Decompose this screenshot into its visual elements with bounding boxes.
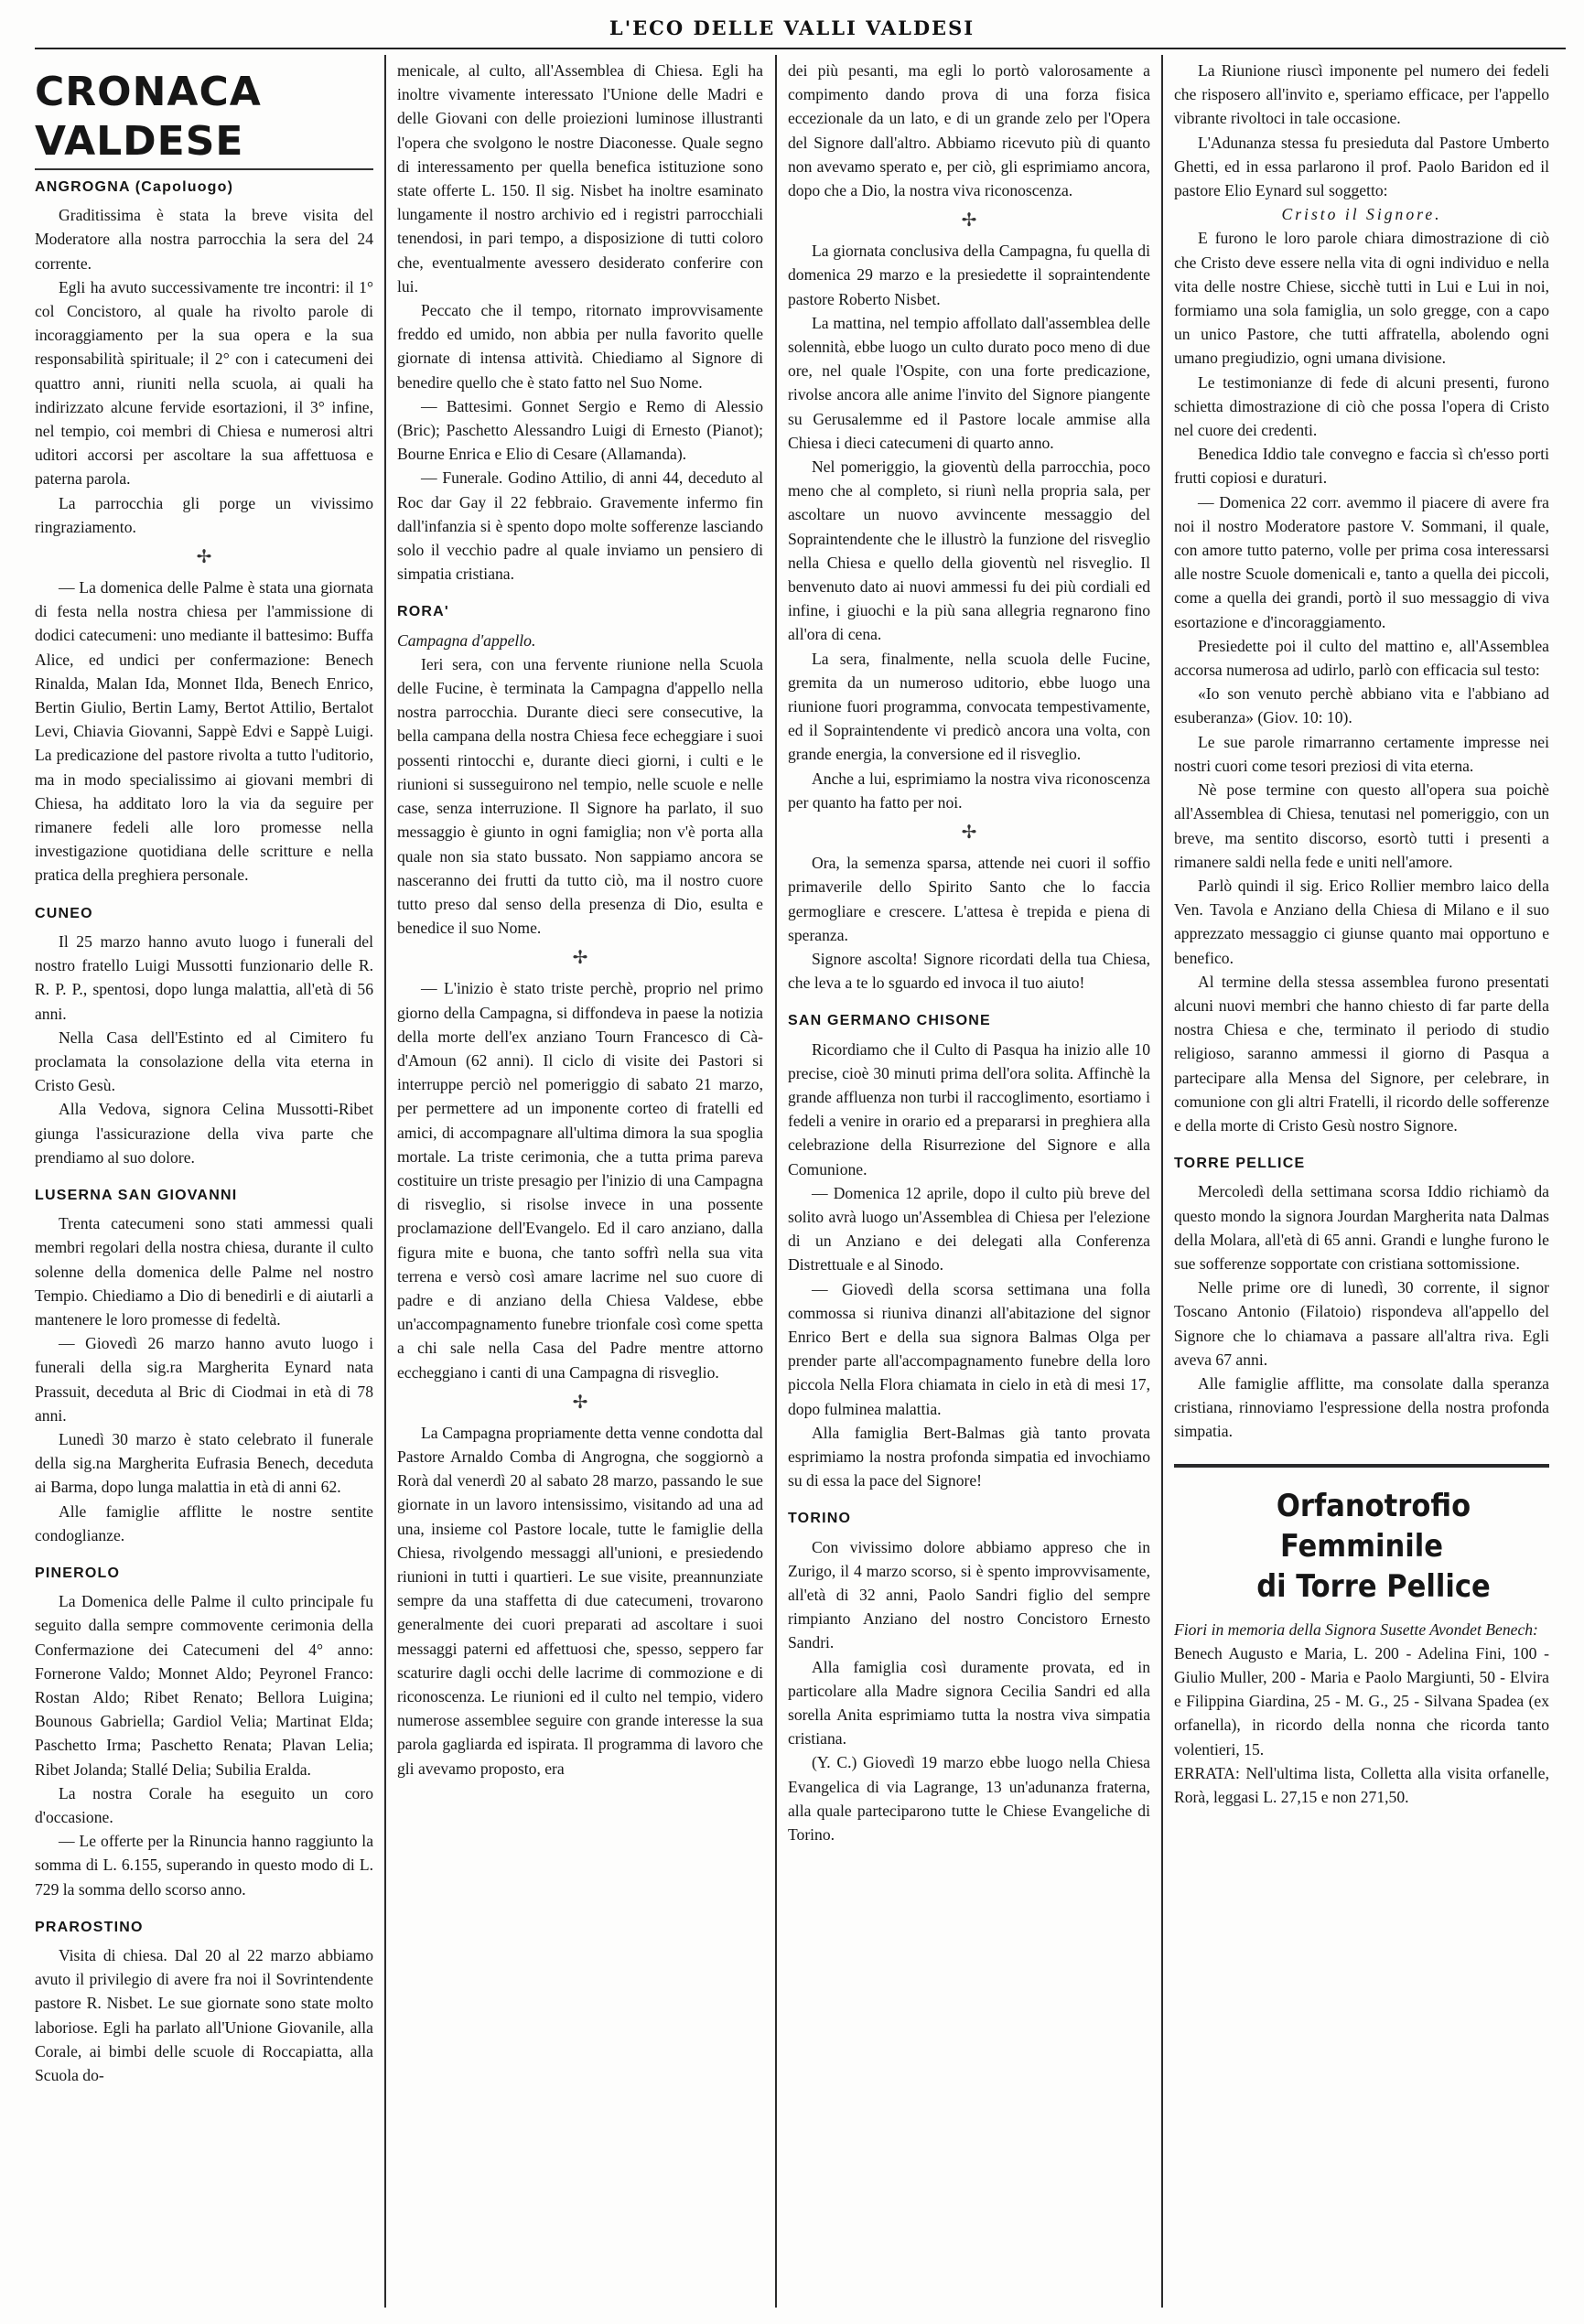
donations-list: Benech Augusto e Maria, L. 200 - Adelina Fini, 100 - Giulio Muller, 200 - Maria e Paolo Margiunti, 50 - Elvira e Filippina Giardina, 25 - M. G., 25 - Silvana Spadea (ex orfanella), in ricordo della nonna che ricorda tanto volentieri, 15. (1174, 1643, 1549, 1759)
box-divider (1174, 1464, 1549, 1468)
article-paragraph: Alla famiglia così duramente provata, ed in particolare alla Madre signora Cecilia Sandri ed alla sorella Anita esprimiamo tutta la nostra viva simpatia cristiana. (788, 1657, 1150, 1748)
cross-ornament-icon: ✢ (961, 823, 977, 844)
article-paragraph: — Le offerte per la Rinuncia hanno raggiunto la somma di L. 6.155, superando in questo modo di L. 729 la somma dello scorso anno. (35, 1832, 373, 1899)
article-paragraph: Alla famiglia Bert-Balmas già tanto provata esprimiamo la nostra profonda simpatia ed invochiamo su di essa la pace del Signore! (788, 1423, 1150, 1490)
article-paragraph: L'Adunanza stessa fu presieduta dal Pastore Umberto Ghetti, ed in essa parlarono il prof. Paolo Baridon ed il pastore Elio Eynard sul soggetto: (1174, 133, 1549, 200)
article-paragraph: Alla Vedova, signora Celina Mussotti-Ribet giunga l'assicurazione della viva parte che prendiamo al suo dolore. (35, 1100, 373, 1167)
article-paragraph: La sera, finalmente, nella scuola delle Fucine, gremita da un numeroso uditorio, ebbe luogo una riunione fuori programma, convocata tempestivamente, ed il Sopraintendente vi predicò ancora una volta, con grande energia, la conversione ed il risveglio. (788, 649, 1150, 764)
article-paragraph: Parlò quindi il sig. Erico Rollier membro laico della Ven. Tavola e Anziano della Chiesa di Milano e il suo apprezzato messaggio ci giunse quanto mai opportuno e benefico. (1174, 876, 1549, 967)
cross-ornament-icon: ✢ (572, 948, 588, 969)
article-paragraph: Mercoledì della settimana scorsa Iddio richiamò da questo mondo la signora Jourdan Margherita nata Dalmas della Molara, all'età di 65 anni. Grandi e lunghe furono le sue sofferenze sopportate con cristiana sottomissione. (1174, 1182, 1549, 1273)
column-divider (775, 55, 777, 2308)
article-paragraph: Graditissima è stata la breve visita del Moderatore alla nostra parrocchia la sera del 24 corrente. (35, 206, 373, 273)
article-paragraph: menicale, al culto, all'Assemblea di Chiesa. Egli ha inoltre vivamente interessato l'Unione delle Madri e delle Giovani con delle proiezioni luminose illustranti l'opera che svolgono le nostre Diaconesse. Quale segno di interessamento per quella benefica istituzione sono state offerte L. 150. Il sig. Nisbet ha inoltre esaminato lungamente il nostro archivio ed i registri parrocchiali tenendosi, in pari tempo, a disposizione di tutti coloro che, eventualmente avessero desiderato conferire con lui. (397, 61, 763, 296)
article-paragraph: Benedica Iddio tale convegno e faccia sì ch'esso porti frutti copiosi e duraturi. (1174, 445, 1549, 488)
article-paragraph: Le testimonianze di fede di alcuni presenti, furono schietta dimostrazione di ciò che possa l'opera di Cristo nel cuore dei credenti. (1174, 372, 1549, 440)
article-paragraph: Alle famiglie afflitte, ma consolate dalla speranza cristiana, rinnoviamo l'espressione della nostra profonda simpatia. (1174, 1373, 1549, 1441)
article-paragraph: Nella Casa dell'Estinto ed al Cimitero fu proclamata la consolazione della vita eterna in Cristo Gesù. (35, 1028, 373, 1095)
article-paragraph: Anche a lui, esprimiamo la nostra viva riconoscenza per quanto ha fatto per noi. (788, 769, 1150, 812)
section-heading-rora: RORA' (397, 604, 449, 620)
orfanotrofio-subtitle: di Torre Pellice (1256, 1567, 1491, 1605)
subheading: Campagna d'appello. (397, 630, 536, 650)
section-heading-torino: TORINO (788, 1511, 852, 1527)
masthead (0, 16, 1584, 62)
article-paragraph: La giornata conclusiva della Campagna, fu quella di domenica 29 marzo e la presiedette il sopraintendente pastore Roberto Nisbet. (788, 242, 1150, 308)
cross-ornament-icon: ✢ (196, 547, 212, 568)
article-paragraph: (Y. C.) Giovedì 19 marzo ebbe luogo nella Chiesa Evangelica di via Lagrange, 13 un'adunanza fraterna, alla quale parteciparono tutte le Chiese Evangeliche di Torino. (788, 1753, 1150, 1845)
masthead-title: L'ECO DELLE VALLI VALDESI (609, 16, 975, 39)
section-heading-san-germano: SAN GERMANO CHISONE (788, 1013, 991, 1029)
article-paragraph: — Giovedì della scorsa settimana una folla commossa si riuniva dinanzi all'abitazione del signor Enrico Bert e della sua signora Balmas Olga per prender parte all'accompagnamento funebre della loro piccola Nella Flora chiamata in cielo in età di mesi 17, dopo fulminea malattia. (788, 1279, 1150, 1418)
top-rule (35, 48, 1566, 49)
section-title: CRONACA VALDESE (35, 68, 373, 170)
article-paragraph: La parrocchia gli porge un vivissimo ringraziamento. (35, 493, 373, 536)
section-heading-luserna: LUSERNA SAN GIOVANNI (35, 1187, 238, 1203)
article-paragraph: Ora, la semenza sparsa, attende nei cuori il soffio primaverile dello Spirito Santo che lo faccia germogliare e crescere. L'attesa è trepida e piena di speranza. (788, 854, 1150, 944)
bible-quote: «Io son venuto perchè abbiano vita e l'abbiano ad esuberanza» (Giov. 10: 10). (1174, 684, 1549, 727)
article-paragraph: Lunedì 30 marzo è stato celebrato il funerale della sig.na Margherita Eufrasia Benech, deceduta ai Barma, dopo lunga malattia in età di anni 62. (35, 1429, 373, 1497)
article-paragraph: Trenta catecumeni sono stati ammessi quali membri regolari della nostra chiesa, durante il culto solenne della domenica delle Palme nel nostro Tempio. Chiediamo a Dio di benedirli e di aiutarli a mantenere le loro promesse di fedeltà. (35, 1214, 373, 1329)
donations-intro: Fiori in memoria della Signora Susette Avondet Benech: (1174, 1619, 1538, 1639)
article-paragraph: Nel pomeriggio, la gioventù della parrocchia, poco meno che al completo, si riunì nella propria sala, per ascoltare un nuovo avvincente messaggio del Sopraintendente che le illustrò la funzione del risveglio nella Chiesa e quello della gioventù nel risveglio. Il benvenuto dato ai nuovi ammessi fu dei più cordiali ed infine, i giuochi e la più sana allegria regnarono fino all'ora di cena. (788, 457, 1150, 644)
article-paragraph: — Giovedì 26 marzo hanno avuto luogo i funerali della sig.ra Margherita Eynard nata Prassuit, deceduta al Bric di Ciodmai in età di 78 anni. (35, 1334, 373, 1425)
article-paragraph: dei più pesanti, ma egli lo portò valorosamente a compimento dando prova di una forza fisica eccezionale da un lato, e di un grande zelo per l'Opera del Signore dall'altro. Abbiamo ricevuto più di quanto non avevamo sperato e, per ciò, gli esprimiamo ancora, dopo che a Dio, la nostra viva riconoscenza. (788, 61, 1150, 200)
article-paragraph: La nostra Corale ha eseguito un coro d'occasione. (35, 1783, 373, 1826)
article-paragraph: Nè pose termine con questo all'opera sua poichè all'Assemblea di Chiesa, tenutasi nel pomeriggio, con un breve, ma sentito discorso, esortò tutti i presenti a rimanere saldi nella fede e uniti nell'amore. (1174, 780, 1549, 871)
section-heading-angrogna: ANGROGNA (Capoluogo) (35, 179, 234, 195)
article-paragraph: — Domenica 12 aprile, dopo il culto più breve del solito avrà luogo un'Assemblea di Chiesa per l'elezione di un Anziano e dei delegati alla Conferenza Distrettuale e al Sinodo. (788, 1183, 1150, 1275)
article-paragraph: La Riunione riuscì imponente pel numero dei fedeli che risposero all'invito e, speriamo efficace, per l'appello vibrante rivoltoci in tale occasione. (1174, 61, 1549, 128)
cross-ornament-icon: ✢ (572, 1392, 588, 1413)
section-heading-torre-pellice: TORRE PELLICE (1174, 1156, 1306, 1172)
errata-note: ERRATA: Nell'ultima lista, Colletta alla visita orfanelle, Rorà, leggasi L. 27,15 e non 271,50. (1174, 1763, 1549, 1806)
section-heading-cuneo: CUNEO (35, 905, 93, 921)
article-paragraph: Al termine della stessa assemblea furono presentati alcuni nuovi membri che hanno chiesto di far parte della nostra Chiesa e che, terminato il periodo di studio religioso, saranno ammessi il giorno di Pasqua a partecipare alla Mensa del Signore, per celebrare, in comunione con gli altri Fratelli, il ricordo delle sofferenze e della morte di Cristo Gesù nostro Signore. (1174, 972, 1549, 1135)
article-paragraph: Con vivissimo dolore abbiamo appreso che in Zurigo, il 4 marzo scorso, si è spento improvvisamente, all'età di 32 anni, Paolo Sandri figlio del sempre rimpianto Anziano del nostro Concistoro Ernesto Sandri. (788, 1537, 1150, 1652)
column-1 (35, 59, 373, 2309)
article-paragraph: La mattina, nel tempio affollato dall'assemblea delle solennità, ebbe luogo un culto durato poco meno di due ore, nel quale l'Ospite, con una forte predicazione, rivolse ancora alle anime l'invito del Signore piangente su Gerusalemme ed il Pastore locale ammise alla Chiesa i dieci catecumeni di quarto anno. (788, 313, 1150, 452)
article-paragraph: Ieri sera, con una fervente riunione nella Scuola delle Fucine, è terminata la Campagna d'appello nella nostra parrocchia. Durante dieci sere consecutive, la bella campana della nostra Chiesa fece echeggiare i suoi possenti rintocchi e, durante dieci giorni, i culti e le riunioni si susseguirono nel tempio, nelle scuole e nelle case, senza interruzione. Il Signore ha parlato, il suo messaggio è giunto in ogni famiglia; non v'è porta alla quale non sia stato bussato. Non sappiamo ancora se nasceranno dei frutti da tutto ciò, ma il nostro cuore tutto preso dal senso della presenza di Dio, esulta e benedice il suo Nome. (397, 654, 763, 938)
article-paragraph: Nelle prime ore di lunedì, 30 corrente, il signor Toscano Antonio (Filatoio) rispondeva all'appello del Signore che lo chiamava a passare all'altra riva. Egli aveva 67 anni. (1174, 1278, 1549, 1369)
article-paragraph: Visita di chiesa. Dal 20 al 22 marzo abbiamo avuto il privilegio di avere fra noi il Sovrintendente pastore R. Nisbet. Le sue giornate sono state molto laboriose. Egli ha parlato all'Unione Giovanile, alla Corale, ai bimbi delle scuole di Roccapiatta, alla Scuola do- (35, 1946, 373, 2085)
article-paragraph: — La domenica delle Palme è stata una giornata di festa nella nostra chiesa per l'ammissione di dodici catecumeni: uno mediante il battesimo: Buffa Alice, ed undici per confermazione: Benech Rinalda, Malan Ida, Monnet Ilda, Benech Enrico, Bertin Giulio, Bertin Lamy, Bertot Attilio, Bertalot Levi, Chiavia Giovanni, Sappè Edvi e Sappè Luigi. La predicazione del pastore rivolta a tutto l'uditorio, ma in modo specialissimo ai giovani membri di Chiesa, ha additato loro la via da seguire per rimanere fedeli alle loro promesse nella investigazione quotidiana delle scritture e nella pratica della preghiera personale. (35, 578, 373, 885)
section-heading-prarostino: PRAROSTINO (35, 1919, 144, 1935)
article-paragraph: — Funerale. Godino Attilio, di anni 44, deceduto al Roc dar Gay il 22 febbraio. Gravemente infermo fin dall'infanzia si è spento dopo molte sofferenze lasciando solo il vecchio padre al quale inviamo un pensiero di simpatia cristiana. (397, 468, 763, 584)
article-paragraph: Presiedette poi il culto del mattino e, all'Assemblea accorsa numerosa ad udirlo, parlò con efficacia sul testo: (1174, 636, 1549, 680)
article-paragraph: Le sue parole rimarranno certamente impresse nei nostri cuori come tesori preziosi di vita eterna. (1174, 732, 1549, 775)
article-paragraph: — Domenica 22 corr. avemmo il piacere di avere fra noi il nostro Moderatore pastore V. Sommani, il quale, con amore tutto paterno, volle per prima cosa interessarsi alle nostre Scuole domenicali e, tanto a quella dei piccoli, come a quella dei grandi, portò il suo messaggio di viva esortazione e d'incoraggiamento. (1174, 492, 1549, 631)
column-4 (1174, 59, 1549, 2309)
column-3 (788, 59, 1150, 2309)
sermon-subject: Cristo il Signore. (1281, 205, 1442, 224)
orfanotrofio-title: Orfanotrofio Femminile (1276, 1487, 1471, 1565)
article-paragraph: Egli ha avuto successivamente tre incontri: il 1° col Concistoro, al quale ha rivolto parole di incoraggiamento per la sua opera e la sua responsabilità spirituale; il 2° con i catecumeni dei quattro anni, riuniti nella scuola, ai quali ha indirizzato alcune fervide esortazioni, il 3° infine, nel tempio, coi membri di Chiesa e numerosi altri uditori accorsi per ascoltare la sua affettuosa e paterna parola. (35, 277, 373, 489)
column-divider (1161, 55, 1163, 2308)
article-paragraph: Il 25 marzo hanno avuto luogo i funerali del nostro fratello Luigi Mussotti funzionario delle R. R. P. P., spentosi, dopo lunga malattia, all'età di 56 anni. (35, 931, 373, 1023)
column-divider (384, 55, 386, 2308)
article-paragraph: Signore ascolta! Signore ricordati della tua Chiesa, che leva a te lo sguardo ed invoca il tuo aiuto! (788, 949, 1150, 993)
article-paragraph: — L'inizio è stato triste perchè, proprio nel primo giorno della Campagna, si diffondeva in paese la notizia della morte dell'ex anziano Tourn Francesco di Cà-d'Amoun (62 anni). Il ciclo di visite dei Pastori si interruppe perciò nel pomeriggio di sabato 21 marzo, per permettere ad un imponente corteo di fratelli ed amici, di accompagnare all'ultima dimora la sua spoglia mortale. La triste cerimonia, che a tutta prima pareva costituire un triste presagio per l'inizio di una Campagna di risveglio, si risolse invece in una possente proclamazione dell'Evangelo. Ed il caro anziano, dalla figura mite e buona, che tanto soffrì nella sua vita terrena e versò così amare lacrime nel suo cuore di padre e di anziano della Chiesa Valdese, ebbe un'accompagnamento funebre trionfale così come spetta a chi sale nella Casa del Padre mentre attorno eccheggiano i canti di una Campagna di risveglio. (397, 979, 763, 1382)
article-paragraph: — Battesimi. Gonnet Sergio e Remo di Alessio (Bric); Paschetto Alessandro Luigi di Ernesto (Pianot); Bourne Enrica e Elio di Cesare (Allamanda). (397, 396, 763, 464)
cross-ornament-icon: ✢ (961, 210, 977, 231)
article-paragraph: La Domenica delle Palme il culto principale fu seguito dalla sempre commovente cerimonia della Confermazione dei Catecumeni del 4° anno: Fornerone Valdo; Monnet Aldo; Peyronel Franco: Rostan Aldo; Ribet Renato; Bellora Luigina; Bounous Gabriella; Gardiol Velia; Martinat Elda; Paschetto Irma; Paschetto Renata; Plavan Lelia; Ribet Jolanda; Stallé Delia; Subilia Eralda. (35, 1592, 373, 1779)
section-heading-pinerolo: PINEROLO (35, 1565, 121, 1581)
article-paragraph: E furono le loro parole chiara dimostrazione di ciò che Cristo deve essere nella vita di ogni individuo e nella vita delle nostre Chiese, sicchè tutti in Lui e Lui in noi, formiamo una sola famiglia, un solo gregge, con a capo un unico Pastore, che tutti affratella, abolendo ogni umano pregiudizio, ogni umana divisione. (1174, 229, 1549, 368)
article-paragraph: Peccato che il tempo, ritornato improvvisamente freddo ed umido, non abbia per nulla favorito quelle giornate di intensa attività. Chiediamo al Signore di benedire quello che è stato fatto nel Suo Nome. (397, 301, 763, 392)
article-paragraph: La Campagna propriamente detta venne condotta dal Pastore Arnaldo Comba di Angrogna, che soggiornò a Rorà dal venerdì 20 al sabato 28 marzo, passando le sue giornate in un lavoro intensissimo, visitando ad una ad una, insieme col Pastore locale, tutte le famiglie della Chiesa, rivolgendo messaggi all'unioni, e presiedendo riunioni in tutti i quartieri. Le sue visite, preannunziate sempre da una staffetta di due catecumeni, trovarono generalmente dei cuori preparati ad ascoltare i suoi messaggi paterni ed affettuosi che, spesso, seppero far scaturire dagli occhi delle lacrime di commozione e di riconoscenza. Le riunioni ed il culto nel tempio, videro numerose assemblee seguire con grande interesse la sua parola gagliarda ed ispirata. Il programma di lavoro che gli avevamo proposto, era (397, 1423, 763, 1778)
article-paragraph: Ricordiamo che il Culto di Pasqua ha inizio alle 10 precise, cioè 30 minuti prima dell'ora solita. Affinchè la grande affluenza non turbi il raccoglimento, esortiamo i fedeli a venire in orario ed a prepararsi in preghiera alla celebrazione della Risurrezione del Signore e alla Comunione. (788, 1039, 1150, 1178)
column-2 (397, 59, 763, 2309)
article-paragraph: Alle famiglie afflitte le nostre sentite condoglianze. (35, 1501, 373, 1544)
